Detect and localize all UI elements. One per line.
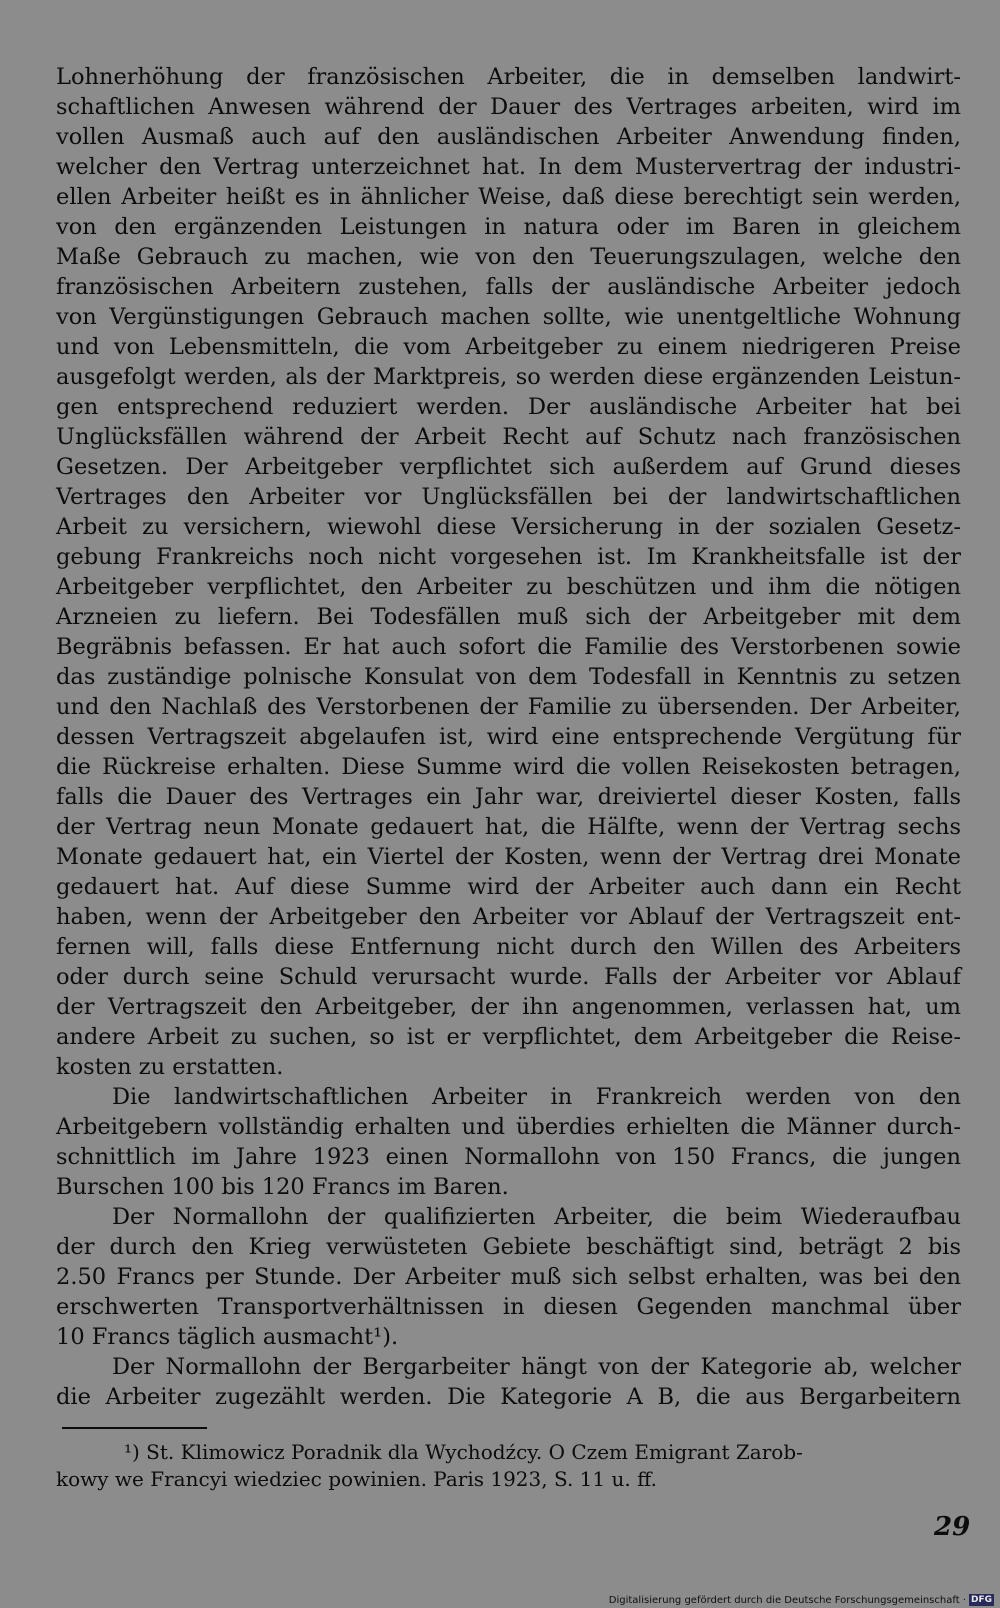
text-line: Der Normallohn der qualifizierten Arbeiter, die beim Wiederaufbau bbox=[112, 1204, 961, 1230]
text-line: Unglücksfällen während der Arbeit Recht auf Schutz nach französischen bbox=[56, 424, 961, 450]
text-line: der Vertragszeit den Arbeitgeber, der ihn angenommen, verlassen hat, um bbox=[56, 994, 961, 1020]
text-line: Burschen 100 bis 120 Francs im Baren. bbox=[56, 1174, 509, 1200]
text-line: die Arbeiter zugezählt werden. Die Kategorie A B, die aus Bergarbeitern bbox=[56, 1384, 961, 1410]
dfg-logo-icon: DFG bbox=[970, 1595, 992, 1605]
text-line: der durch den Krieg verwüsteten Gebiete beschäftigt sind, beträgt 2 bis bbox=[56, 1234, 961, 1260]
text-line: andere Arbeit zu suchen, so ist er verpflichtet, dem Arbeitgeber die Reise- bbox=[56, 1024, 961, 1050]
text-line: Der Normallohn der Bergarbeiter hängt von der Kategorie ab, welcher bbox=[112, 1354, 961, 1380]
funding-note bbox=[609, 1594, 994, 1606]
text-line: 2.50 Francs per Stunde. Der Arbeiter muß sich selbst erhalten, was bei den bbox=[56, 1264, 961, 1290]
text-line: von Vergünstigungen Gebrauch machen sollte, wie unentgeltliche Wohnung bbox=[56, 304, 961, 330]
text-line: Monate gedauert hat, ein Viertel der Kosten, wenn der Vertrag drei Monate bbox=[56, 844, 961, 870]
text-line: Arbeit zu versichern, wiewohl diese Versicherung in der sozialen Gesetz- bbox=[56, 514, 961, 540]
text-line: Die landwirtschaftlichen Arbeiter in Frankreich werden von den bbox=[112, 1084, 961, 1110]
footnote bbox=[56, 1439, 961, 1493]
paragraph bbox=[56, 1082, 961, 1202]
text-line: 10 Francs täglich ausmacht¹). bbox=[56, 1324, 399, 1350]
text-line: Lohnerhöhung der französischen Arbeiter, die in demselben landwirt- bbox=[56, 64, 961, 90]
text-line: und den Nachlaß des Verstorbenen der Familie zu übersenden. Der Arbeiter, bbox=[56, 694, 961, 720]
text-line: vollen Ausmaß auch auf den ausländischen Arbeiter Anwendung finden, bbox=[56, 124, 961, 150]
text-line: Arbeitgeber verpflichtet, den Arbeiter zu beschützen und ihm die nötigen bbox=[56, 574, 961, 600]
text-line: Begräbnis befassen. Er hat auch sofort die Familie des Verstorbenen sowie bbox=[56, 634, 961, 660]
funding-note-text: Digitalisierung gefördert durch die Deutsche Forschungsgemeinschaft · bbox=[608, 1594, 966, 1606]
text-line: kosten zu erstatten. bbox=[56, 1054, 284, 1080]
text-line: von den ergänzenden Leistungen in natura oder im Baren in gleichem bbox=[56, 214, 961, 240]
text-line: französischen Arbeitern zustehen, falls der ausländische Arbeiter jedoch bbox=[56, 274, 961, 300]
text-line: ellen Arbeiter heißt es in ähnlicher Weise, daß diese berechtigt sein werden, bbox=[56, 184, 961, 210]
text-line: ausgefolgt werden, als der Marktpreis, so werden diese ergänzenden Leistun- bbox=[56, 364, 961, 390]
text-line: erschwerten Transportverhältnissen in diesen Gegenden manchmal über bbox=[56, 1294, 961, 1320]
text-line: das zuständige polnische Konsulat von dem Todesfall in Kenntnis zu setzen bbox=[56, 664, 961, 690]
text-line: gebung Frankreichs noch nicht vorgesehen ist. Im Krankheitsfalle ist der bbox=[56, 544, 961, 570]
text-line: haben, wenn der Arbeitgeber den Arbeiter vor Ablauf der Vertragszeit ent- bbox=[56, 904, 961, 930]
text-line: dessen Vertragszeit abgelaufen ist, wird eine entsprechende Vergütung für bbox=[56, 724, 961, 750]
paragraph bbox=[56, 62, 961, 1082]
text-line: gen entsprechend reduziert werden. Der ausländische Arbeiter hat bei bbox=[56, 394, 961, 420]
text-line: oder durch seine Schuld verursacht wurde. Falls der Arbeiter vor Ablauf bbox=[56, 964, 961, 990]
text-line: Arbeitgebern vollständig erhalten und überdies erhielten die Männer durch- bbox=[56, 1114, 961, 1140]
paragraph bbox=[56, 1202, 961, 1352]
text-line: schaftlichen Anwesen während der Dauer des Vertrages arbeiten, wird im bbox=[56, 94, 961, 120]
text-line: Arzneien zu liefern. Bei Todesfällen muß sich der Arbeitgeber mit dem bbox=[56, 604, 961, 630]
footnote-line: kowy we Francyi wiedziec powinien. Paris 1923, S. 11 u. ff. bbox=[56, 1467, 657, 1491]
footnote-separator bbox=[62, 1427, 207, 1429]
text-line: fernen will, falls diese Entfernung nicht durch den Willen des Arbeiters bbox=[56, 934, 961, 960]
text-line: und von Lebensmitteln, die vom Arbeitgeber zu einem niedrigeren Preise bbox=[56, 334, 961, 360]
page-number: 29 bbox=[934, 1512, 971, 1542]
footnote-line: ¹) St. Klimowicz Poradnik dla Wychodźcy. O Czem Emigrant Zarob- bbox=[124, 1440, 803, 1464]
text-line: Vertrages den Arbeiter vor Unglücksfällen bei der landwirtschaftlichen bbox=[56, 484, 961, 510]
text-line: gedauert hat. Auf diese Summe wird der Arbeiter auch dann ein Recht bbox=[56, 874, 961, 900]
text-line: welcher den Vertrag unterzeichnet hat. In dem Mustervertrag der industri- bbox=[56, 154, 961, 180]
text-line: der Vertrag neun Monate gedauert hat, die Hälfte, wenn der Vertrag sechs bbox=[56, 814, 961, 840]
text-line: die Rückreise erhalten. Diese Summe wird die vollen Reisekosten betragen, bbox=[56, 754, 961, 780]
text-line: falls die Dauer des Vertrages ein Jahr war, dreiviertel dieser Kosten, falls bbox=[56, 784, 961, 810]
paragraph bbox=[56, 1352, 961, 1412]
text-line: Gesetzen. Der Arbeitgeber verpflichtet sich außerdem auf Grund dieses bbox=[56, 454, 961, 480]
text-line: schnittlich im Jahre 1923 einen Normallohn von 150 Francs, die jungen bbox=[56, 1144, 961, 1170]
page-body-text bbox=[56, 62, 961, 1412]
text-line: Maße Gebrauch zu machen, wie von den Teuerungszulagen, welche den bbox=[56, 244, 961, 270]
